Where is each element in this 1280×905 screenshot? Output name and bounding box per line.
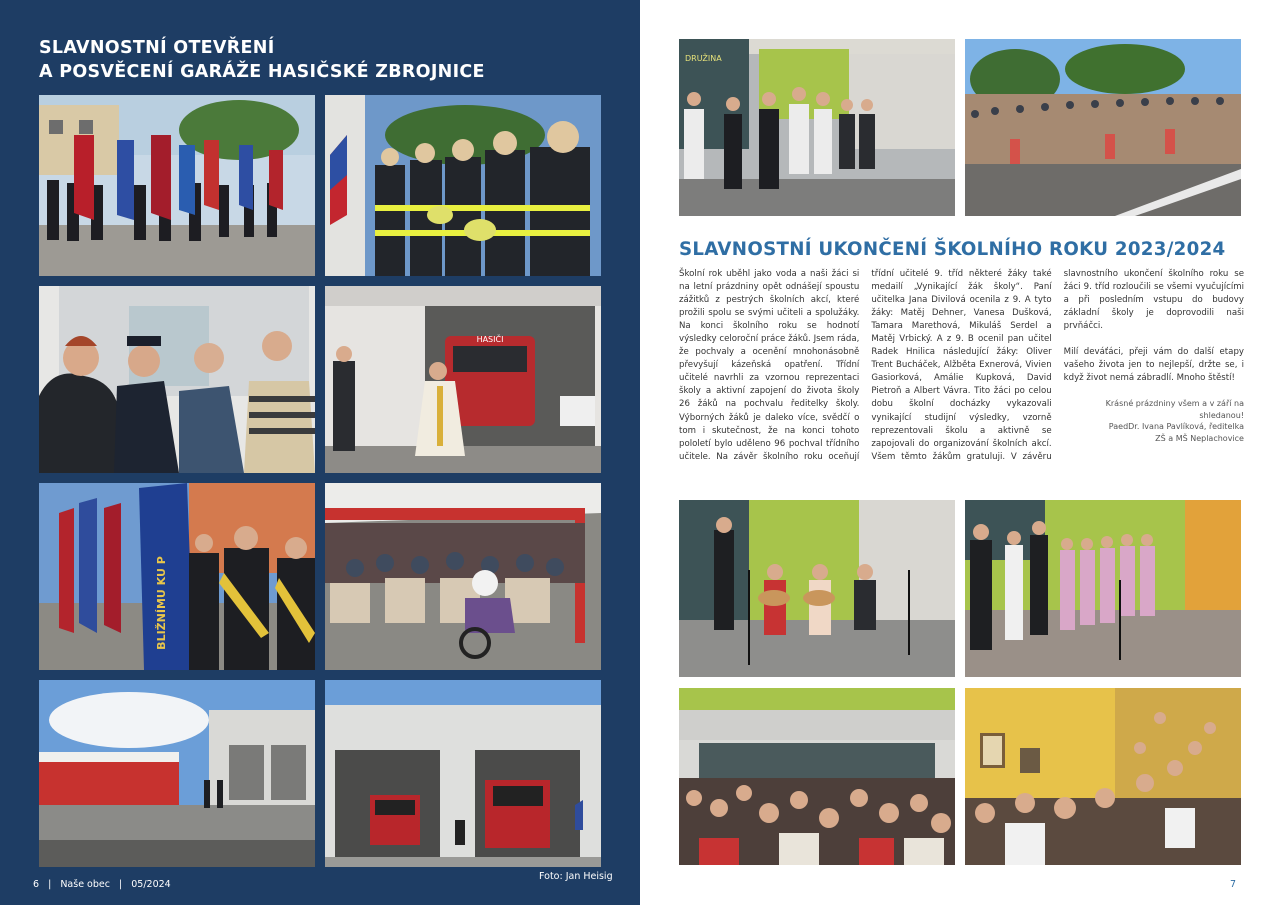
signature-line: PaedDr. Ivana Pavlíková, ředitelka bbox=[1108, 422, 1244, 432]
photo-garage bbox=[325, 680, 601, 867]
photo-crowd bbox=[965, 39, 1241, 216]
issue-number: 05/2024 bbox=[131, 879, 171, 890]
photo-building bbox=[39, 680, 315, 867]
title-line-2: A POSVĚCENÍ GARÁŽE HASIČSKÉ ZBROJNICE bbox=[39, 62, 485, 82]
signature bbox=[1064, 398, 1244, 444]
svg-text:BLIŽNÍMU KU P: BLIŽNÍMU KU P bbox=[155, 556, 168, 650]
footer-separator: | bbox=[48, 879, 52, 890]
photo-students-entrance bbox=[965, 500, 1241, 677]
photo-staircase bbox=[965, 688, 1241, 865]
left-page-title bbox=[39, 36, 599, 84]
signature-line: Krásné prázdniny všem a v září na shledanou! bbox=[1105, 399, 1244, 420]
footer-separator: | bbox=[119, 879, 123, 890]
photo-firefighters bbox=[325, 95, 601, 276]
photo-graduates bbox=[679, 39, 955, 216]
article-paragraph: Školní rok uběhl jako voda a naši žáci si na letní prázdniny opět odnášejí spoustu zážitků z pestrých školních akcí, které prožili spolu se svými učiteli a spolužáky. Na konci školního roku se hodnotí výsledky celoroční práce žáků. Jsem ráda, že pochvaly a ocenění mnohonásobně převyšují kázeňská opatření. Třídní učitelé navrhli za vzornou reprezentaci školy a aktivní zapojení do života školy 26 žáků na pochvalu ředitelky školy. Výborných žáků je daleko více, svědčí o tom i skutečnost, že na konci tohoto pololetí bylo uděleno 96 pochval třídního učitele. Na závěr školního roku oceňují třídní učitelé 9. tříd některé žáky také medailí „Vynikající žák školy“. Paní učitelka Jana Divilová ocenila z 9. A tyto žáky: Matěj Dehner, Vanesa Dušková, Tamara Marethová, Mikuláš Serdel a Matěj Vrbický. A z 9. B ocenil pan učitel Radek Hnilica následující žáky: Oliver Trent Bucháček, Alžběta Exnerová, Vivien Gasiorková, Amálie Kupková, David Pietroň a Albert Vávra. Tito žáci po celou dobu školní docházky vykazovali vynikající studijní výsledky, vzorně reprezentovali školu a aktivně se zapojovali do organizování školních akcí. Všem těmto žákům gratuluji. V závěru slavnostního ukončení školního roku se žáci 9. tříd rozloučili se všemi vyučujícími a při posledním vstupu do budovy základní školy je doprovodili naši prvňáčci. bbox=[679, 269, 1244, 462]
photo-guests bbox=[39, 286, 315, 473]
article-paragraph: Milí deváťáci, přeji vám do další etapy vašeho života jen to nejlepší, držte se, i když život nemá zábradlí. Mnoho štěstí! bbox=[1063, 347, 1244, 384]
left-footer bbox=[33, 879, 177, 890]
page-number-left: 6 bbox=[33, 879, 40, 890]
publication-name: Naše obec bbox=[60, 879, 110, 890]
photo-flag-bearers bbox=[39, 483, 315, 670]
title-line-1: SLAVNOSTNÍ OTEVŘENÍ bbox=[39, 38, 275, 58]
signature-line: ZŠ a MŠ Neplachovice bbox=[1155, 433, 1244, 443]
photo-music-performance bbox=[679, 500, 955, 677]
photo-tent-guests bbox=[325, 483, 601, 670]
svg-text:HASIČI: HASIČI bbox=[476, 335, 504, 344]
photo-blessing bbox=[325, 286, 601, 473]
article-title: SLAVNOSTNÍ UKONČENÍ ŠKOLNÍHO ROKU 2023/2024 bbox=[679, 239, 1226, 260]
page-number-right: 7 bbox=[1230, 879, 1237, 890]
article-body bbox=[679, 268, 1244, 482]
photo-credit: Foto: Jan Heisig bbox=[539, 871, 613, 882]
right-page bbox=[640, 0, 1280, 905]
photo-parade bbox=[39, 95, 315, 276]
svg-text:DRUŽINA: DRUŽINA bbox=[685, 54, 722, 63]
photo-school-gathering bbox=[679, 688, 955, 865]
